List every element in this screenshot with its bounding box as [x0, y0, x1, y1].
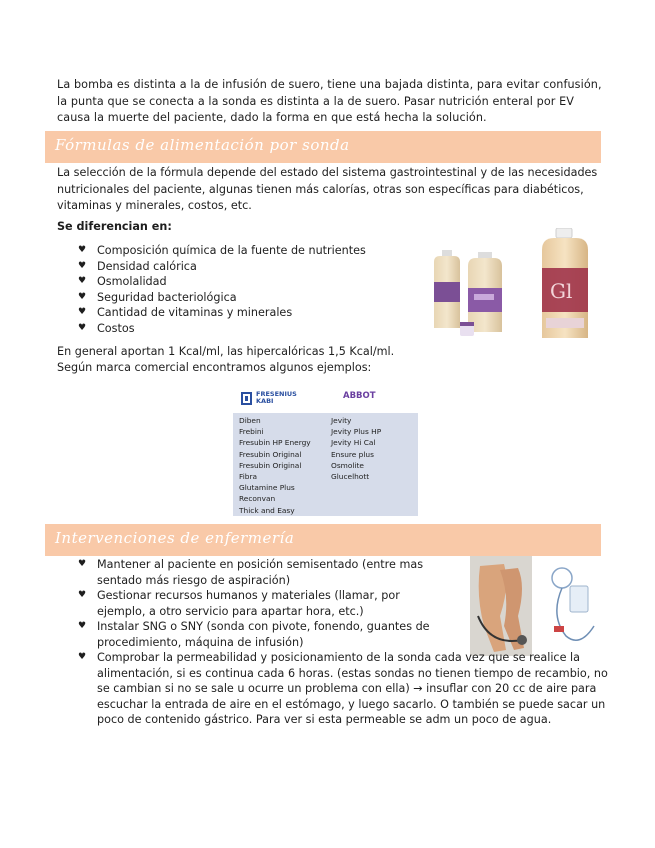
fresenius-product-list: [239, 415, 311, 516]
list-item: ♥ Composición química de la fuente de nutrientes: [78, 243, 398, 259]
brand-examples-table: [233, 385, 418, 516]
list-item: Fresubin HP Energy: [239, 438, 311, 448]
list-item: Ensure plus: [331, 449, 374, 459]
section-header-formulas: [45, 131, 601, 163]
differences-list: [78, 243, 398, 336]
list-item: Frebini: [239, 427, 264, 437]
list-item: ♥ Osmolalidad: [78, 274, 398, 290]
list-item: Fresubin Original: [239, 460, 302, 470]
list-item: Reconvan: [239, 494, 276, 504]
section-header-interventions: [45, 524, 601, 556]
list-item: ♥ Gestionar recursos humanos y materiales (llamar, por ejemplo, a otro servicio para apartar hora, etc.): [78, 588, 448, 619]
list-item: Osmolite: [331, 460, 364, 470]
nursing-interventions-list: [78, 557, 608, 728]
list-item: Jevity Plus HP: [331, 427, 382, 437]
section-title-formulas: Fórmulas de alimentación por sonda: [55, 136, 350, 154]
list-item: Jevity: [331, 416, 352, 425]
abbot-product-list: [331, 415, 381, 482]
list-item: ♥ Costos: [78, 321, 398, 337]
brand-examples-line: Según marca comercial encontramos algunos ejemplos:: [57, 361, 372, 374]
list-item: Thick and Easy: [239, 505, 295, 515]
fresenius-mark-icon: [241, 392, 252, 405]
list-item: Glutamine Plus: [239, 483, 295, 493]
list-item: Diben: [239, 416, 261, 425]
differences-subtitle: Se diferencian en:: [57, 220, 172, 233]
list-item: ♥ Instalar SNG o SNY (sonda con pivote, fonendo, guantes de procedimiento, máquina de infusión): [78, 619, 448, 650]
list-item: ♥ Seguridad bacteriológica: [78, 290, 398, 306]
list-item: Fresubin Original: [239, 449, 302, 459]
svg-text:Gl: Gl: [550, 279, 573, 303]
list-item: ♥ Cantidad de vitaminas y minerales: [78, 305, 398, 321]
list-item: Glucelhott: [331, 472, 370, 482]
list-item: Fibra: [239, 472, 258, 482]
section-title-interventions: Intervenciones de enfermería: [55, 529, 295, 547]
fresenius-kabi-logo: [241, 389, 301, 411]
intro-paragraph: La bomba es distinta a la de infusión de suero, tiene una bajada distinta, para evitar confusión, la punta que se conecta a la sonda es distinta a la de suero. Pasar nutrición enteral por EV causa la muerte del paciente, dado la forma en que está hecha la solución.: [57, 78, 602, 124]
nutrition-products-image: [430, 228, 602, 346]
brand-table-header: [233, 385, 418, 413]
formula-selection-paragraph: La selección de la fórmula depende del estado del sistema gastrointestinal y de las necesidades nutricionales del paciente, algunas tienen más calorías, otras son específicas para diabéticos, vitaminas y minerales, costos, etc.: [57, 166, 598, 212]
general-calories-line: En general aportan 1 Kcal/ml, las hipercalóricas 1,5 Kcal/ml.: [57, 345, 395, 358]
list-item: ♥ Mantener al paciente en posición semisentado (entre mas sentado más riesgo de aspiración): [78, 557, 448, 588]
fresenius-logo-text: FRESENIUS KABI: [256, 390, 297, 405]
list-item: ♥ Comprobar la permeabilidad y posicionamiento de la sonda cada vez que se realice la alimentación, si es continua cada 6 horas. (estas sondas no tienen tiempo de recambio, no se cambian si no se sale u ocurre un problema con ella) → insuflar con 20 cc de aire para escuchar la entrada de aire en el estómago, y luego sacarlo. O también se puede sacar un poco de contenido gástrico. Para ver si esta permeable se adm un poco de agua.: [78, 650, 617, 728]
abbot-header: ABBOT: [343, 391, 376, 401]
list-item: ♥ Densidad calórica: [78, 259, 398, 275]
feeding-tube-kit-image: [470, 556, 601, 656]
list-item: Jevity Hi Cal: [331, 438, 376, 448]
general-calories-text: [57, 344, 394, 376]
